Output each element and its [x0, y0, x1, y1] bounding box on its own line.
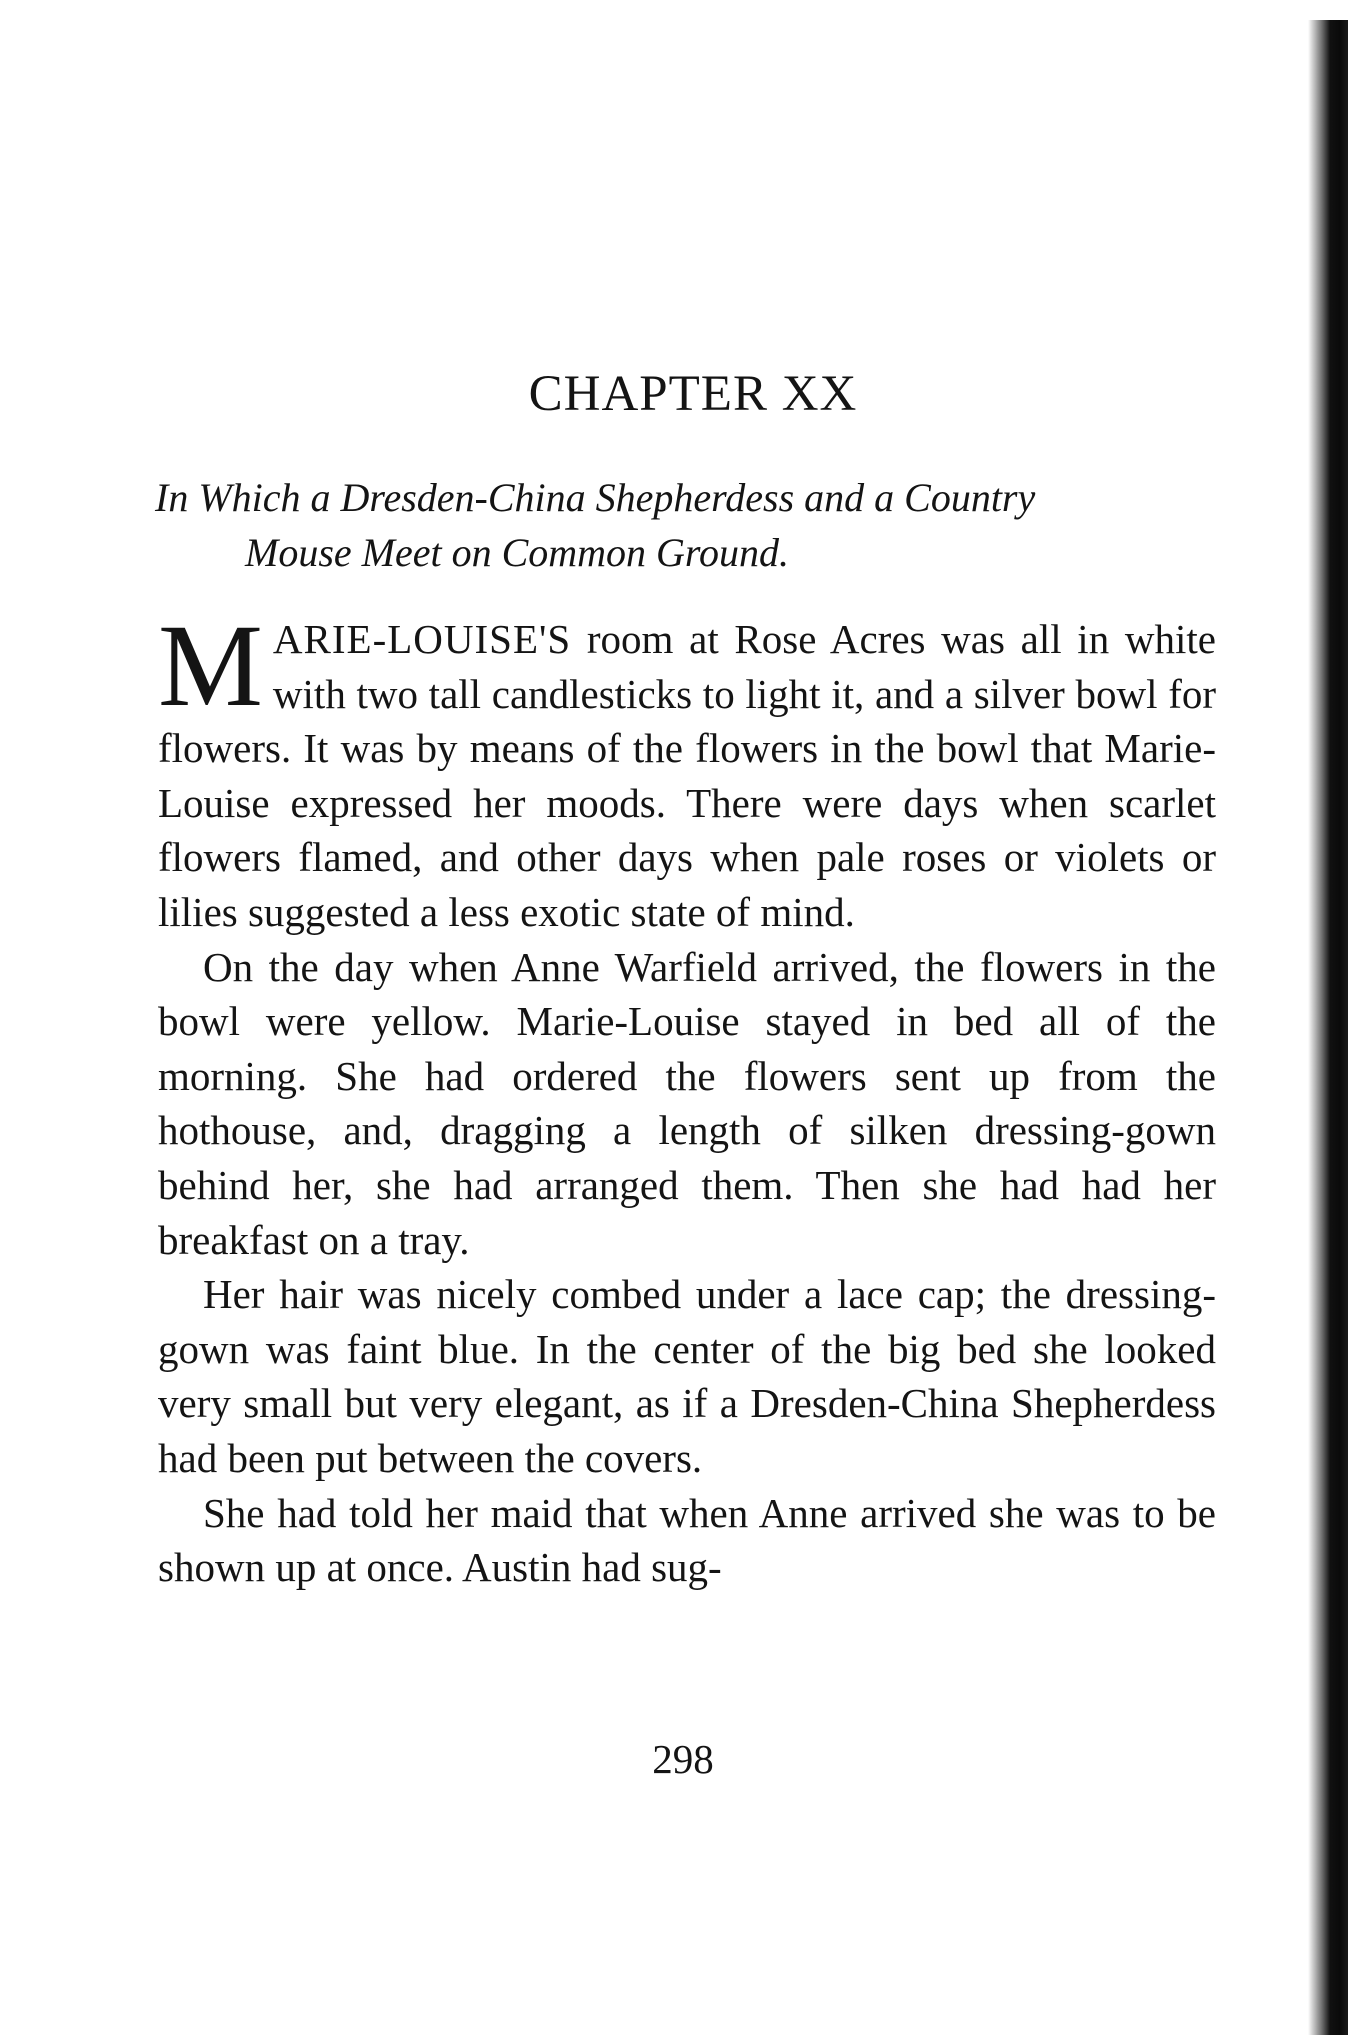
binding-shadow-band — [1308, 20, 1348, 2035]
paragraph-1-text: room at Rose Acres was all in white with two tall candlesticks to light it, and a silver bowl for flowers. It was by means of the flowers in the bowl that Marie-Louise expressed her moods. There were days when scarlet flowers flamed, and other days when pale roses or violets or lilies suggested a less exotic state of mind. — [158, 616, 1216, 935]
page-number: 298 — [652, 1736, 714, 1782]
chapter-body — [158, 600, 1216, 1595]
paragraph-3: Her hair was nicely combed under a lace cap; the dressing-gown was faint blue. In the center of the big bed she looked very small but very elegant, as if a Dresden-China Shepherdess had been put between the covers. — [158, 1271, 1216, 1481]
paragraph-4: She had told her maid that when Anne arrived she was to be shown up at once. Austin had sug- — [158, 1489, 1216, 1591]
chapter-subtitle — [155, 470, 1235, 580]
opening-small-caps: ARIE-LOUISE'S — [272, 616, 572, 662]
chapter-subtitle-line-2: Mouse Meet on Common Ground. — [245, 530, 790, 575]
drop-cap: M — [158, 600, 263, 731]
binding-shadow — [1330, 20, 1366, 2035]
paragraph-2: On the day when Anne Warfield arrived, the flowers in the bowl were yellow. Marie-Louise stayed in bed all of the morning. She had ordered the flowers sent up from the hothouse, and, dragging a length of silken dressing-gown behind her, she had arranged them. Then she had had her breakfast on a tray. — [158, 943, 1216, 1263]
chapter-subtitle-line-1: In Which a Dresden-China Shepherdess and a Country — [155, 475, 1036, 520]
paragraph-1 — [158, 600, 1216, 940]
chapter-title: CHAPTER XX — [528, 366, 858, 422]
